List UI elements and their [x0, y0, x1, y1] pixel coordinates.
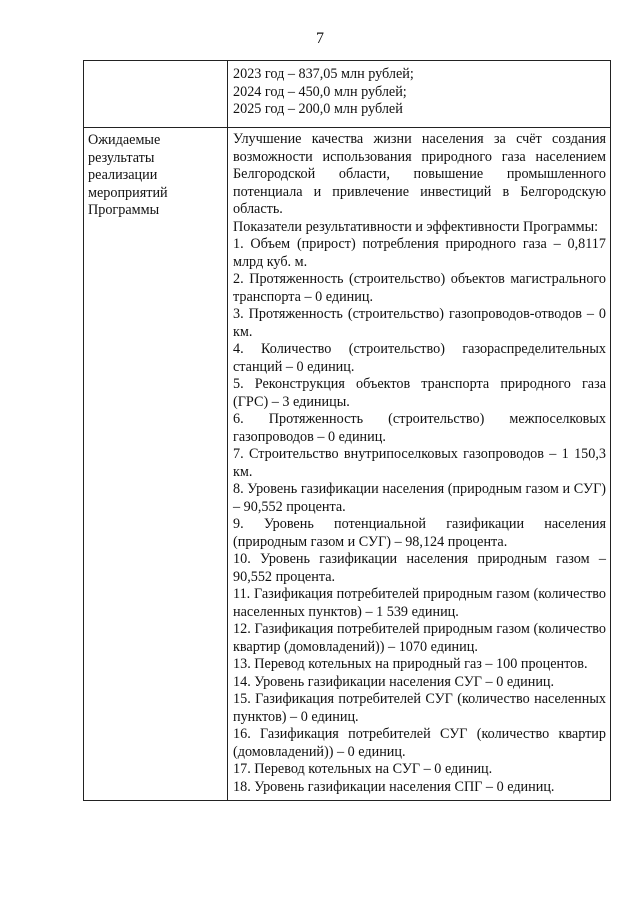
indicators-heading: Показатели результативности и эффективности Программы: — [233, 218, 599, 235]
indicator-item: 4. Количество (строительство) газораспределительных станций – 0 единиц. — [233, 341, 606, 375]
indicator-item: 6. Протяженность (строительство) межпоселковых газопроводов – 0 единиц. — [233, 411, 606, 445]
program-passport-table — [83, 60, 611, 801]
financing-by-year-cell — [228, 61, 611, 128]
indicator-item: 1. Объем (прирост) потребления природного газа – 0,8117 млрд куб. м. — [233, 236, 606, 270]
indicator-item: 12. Газификация потребителей природным газом (количество квартир (домовладений)) – 1070 единиц. — [233, 621, 606, 655]
indicator-item: 13. Перевод котельных на природный газ – 100 процентов. — [233, 656, 588, 672]
indicator-item: 3. Протяженность (строительство) газопроводов-отводов – 0 км. — [233, 306, 606, 340]
page-number: 7 — [316, 30, 324, 47]
indicator-item: 16. Газификация потребителей СУГ (количество квартир (домовладений)) – 0 единиц. — [233, 726, 606, 760]
indicator-item: 10. Уровень газификации населения природным газом – 90,552 процента. — [233, 551, 606, 585]
table-cell-left — [84, 61, 228, 128]
expected-results-content — [228, 128, 611, 801]
indicator-item: 5. Реконструкция объектов транспорта природного газа (ГРС) – 3 единицы. — [233, 376, 606, 410]
indicator-item: 15. Газификация потребителей СУГ (количество населенных пунктов) – 0 единиц. — [233, 691, 606, 725]
indicator-item: 18. Уровень газификации населения СПГ – 0 единиц. — [233, 778, 555, 795]
indicator-item: 8. Уровень газификации населения (природным газом и СУГ) – 90,552 процента. — [233, 481, 606, 515]
indicator-item: 7. Строительство внутрипоселковых газопроводов – 1 150,3 км. — [233, 446, 606, 480]
table-row — [84, 128, 611, 801]
indicator-item: 2. Протяженность (строительство) объектов магистрального транспорта – 0 единиц. — [233, 271, 606, 305]
table-row — [84, 61, 611, 128]
financing-line-2025: 2025 год – 200,0 млн рублей — [233, 101, 403, 117]
financing-line-2023: 2023 год – 837,05 млн рублей; — [233, 66, 414, 82]
indicator-item: 11. Газификация потребителей природным газом (количество населенных пунктов) – 1 539 единиц. — [233, 586, 606, 620]
results-intro: Улучшение качества жизни населения за счёт создания возможности использования природного газа населением Белгородской области, повышение промышленного потенциала и привлечение инвестиций в Белгородскую область. — [233, 131, 606, 217]
expected-results-label: Ожидаемые результаты реализации мероприятий Программы — [84, 128, 228, 801]
financing-line-2024: 2024 год – 450,0 млн рублей; — [233, 83, 407, 100]
indicator-item: 14. Уровень газификации населения СУГ – 0 единиц. — [233, 673, 555, 690]
indicator-item: 9. Уровень потенциальной газификации населения (природным газом и СУГ) – 98,124 процента. — [233, 516, 606, 550]
indicator-item: 17. Перевод котельных на СУГ – 0 единиц. — [233, 761, 493, 777]
